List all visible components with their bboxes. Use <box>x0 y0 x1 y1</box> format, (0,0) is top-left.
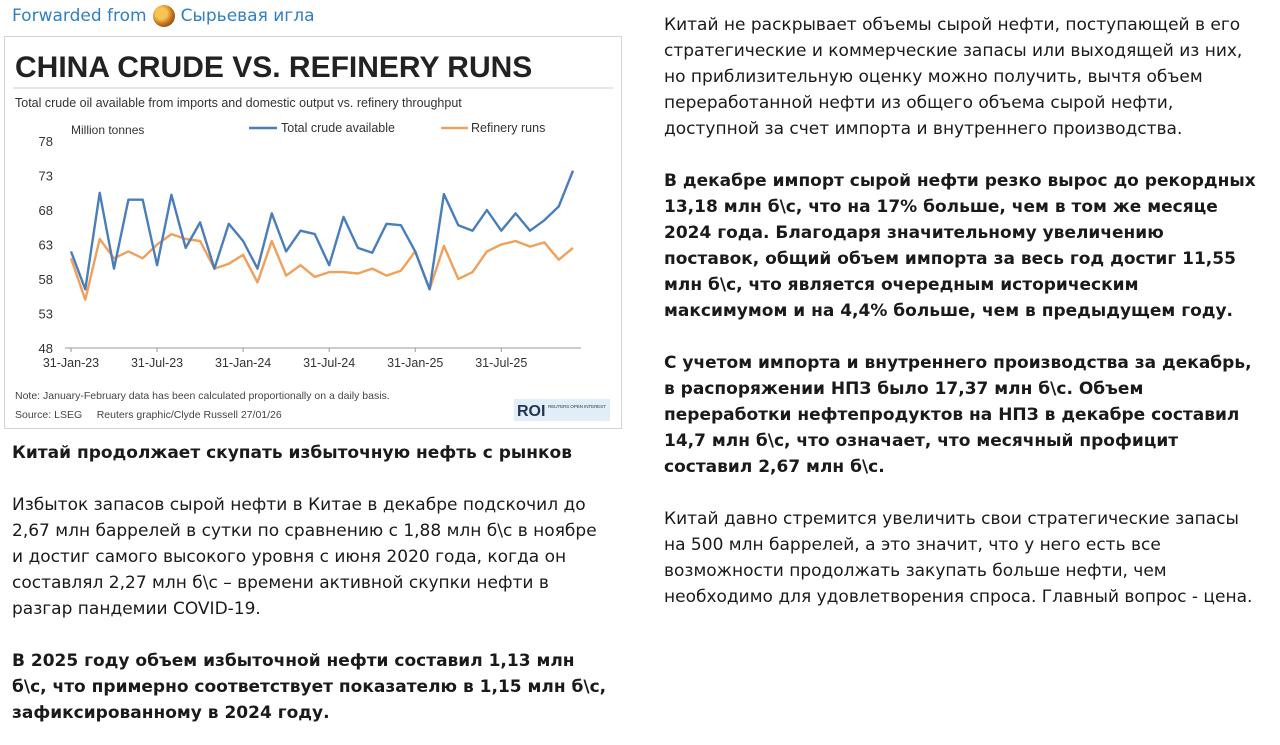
channel-avatar-icon[interactable] <box>153 5 175 27</box>
y-axis-ticks <box>39 134 53 356</box>
chart-note: Note: January-February data has been calculated proportionally on a daily basis. <box>15 390 390 402</box>
unit-label: Million tonnes <box>71 123 145 137</box>
y-tick-label: 78 <box>38 134 53 149</box>
post-heading: Китай продолжает скупать избыточную нефть с рынков <box>12 443 572 463</box>
right-paragraph-3: С учетом импорта и внутреннего производства за декабрь, в распоряжении НПЗ было 17,37 млн б\с. Объем переработки нефтепродуктов на НПЗ в декабре составил 14,7 млн б\с, что означает, что месячный профицит составил 2,67 млн б\с. <box>664 353 1252 477</box>
chart-image[interactable] <box>4 36 622 429</box>
left-paragraph-1: Избыток запасов сырой нефти в Китае в декабре подскочил до 2,67 млн баррелей в сутки по сравнению с 1,88 млн б\с в ноябре и достиг самого высокого уровня с июня 2020 года, когда он составлял 2,27 млн б\с – времени активной скупки нефти в разгар пандемии COVID-19. <box>12 495 597 619</box>
x-tick-label: 31-Jan-24 <box>214 356 272 370</box>
y-tick-label: 58 <box>38 272 53 287</box>
y-tick-label: 73 <box>38 168 53 184</box>
series-layer <box>71 171 573 300</box>
line-chart <box>5 37 621 428</box>
y-tick-label: 68 <box>38 203 53 218</box>
x-tick-label: 31-Jan-25 <box>387 356 444 370</box>
left-column <box>12 440 612 726</box>
chart-subtitle: Total crude oil available from imports and domestic output vs. refinery throughput <box>15 96 462 110</box>
channel-name-link[interactable]: Сырьевая игла <box>180 6 315 26</box>
forwarded-header <box>12 4 315 28</box>
right-column <box>664 12 1264 610</box>
right-paragraph-4: Китай давно стремится увеличить свои стратегические запасы на 500 млн баррелей, а это значит, что у него есть все возможности продолжать закупать больше нефти, чем необходимо для удовлетворения спроса. Главный вопрос - цена. <box>664 509 1253 607</box>
y-tick-label: 63 <box>38 237 53 253</box>
roi-logo-subtext: REUTERS OPEN INTEREST <box>548 405 606 410</box>
legend <box>249 121 545 135</box>
legend-label-total: Total crude available <box>281 121 395 135</box>
x-tick-label: 31-Jul-25 <box>475 356 528 370</box>
legend-label-refinery: Refinery runs <box>471 121 546 135</box>
chart-title: CHINA CRUDE VS. REFINERY RUNS <box>15 51 533 84</box>
x-tick-label: 31-Jul-24 <box>303 356 356 370</box>
left-paragraph-2: В 2025 году объем избыточной нефти составил 1,13 млн б\с, что примерно соответствует показателю в 1,15 млн б\с, зафиксированному в 2024 году. <box>12 651 607 723</box>
x-tick-label: 31-Jul-23 <box>130 356 184 370</box>
right-paragraph-2: В декабре импорт сырой нефти резко вырос до рекордных 13,18 млн б\с, что на 17% больше, чем в том же месяце 2024 года. Благодаря значительному увеличению поставок, общий объем импорта за весь год достиг 11,55 млн б\с, что является очередным историческим максимумом и на 4,4% больше, чем в предыдущем году. <box>664 171 1256 321</box>
roi-logo-text: ROI <box>517 403 546 420</box>
chart-source: Source: LSEG Reuters graphic/Clyde Russell 27/01/26 <box>15 409 282 421</box>
x-tick-label: 31-Jan-23 <box>42 356 100 370</box>
y-tick-label: 48 <box>38 341 53 356</box>
roi-logo <box>514 399 610 421</box>
series-line-refinery-runs <box>71 234 573 300</box>
right-paragraph-1: Китай не раскрывает объемы сырой нефти, поступающей в его стратегические и коммерческие запасы или выходящей из них, но приблизительную оценку можно получить, вычтя объем переработанной нефти из общего объема сырой нефти, доступной за счет импорта и внутреннего производства. <box>664 15 1243 139</box>
forwarded-prefix: Forwarded from <box>12 6 147 26</box>
series-line-total-crude <box>71 171 573 290</box>
y-tick-label: 53 <box>38 306 53 322</box>
x-axis-ticks <box>43 348 528 370</box>
